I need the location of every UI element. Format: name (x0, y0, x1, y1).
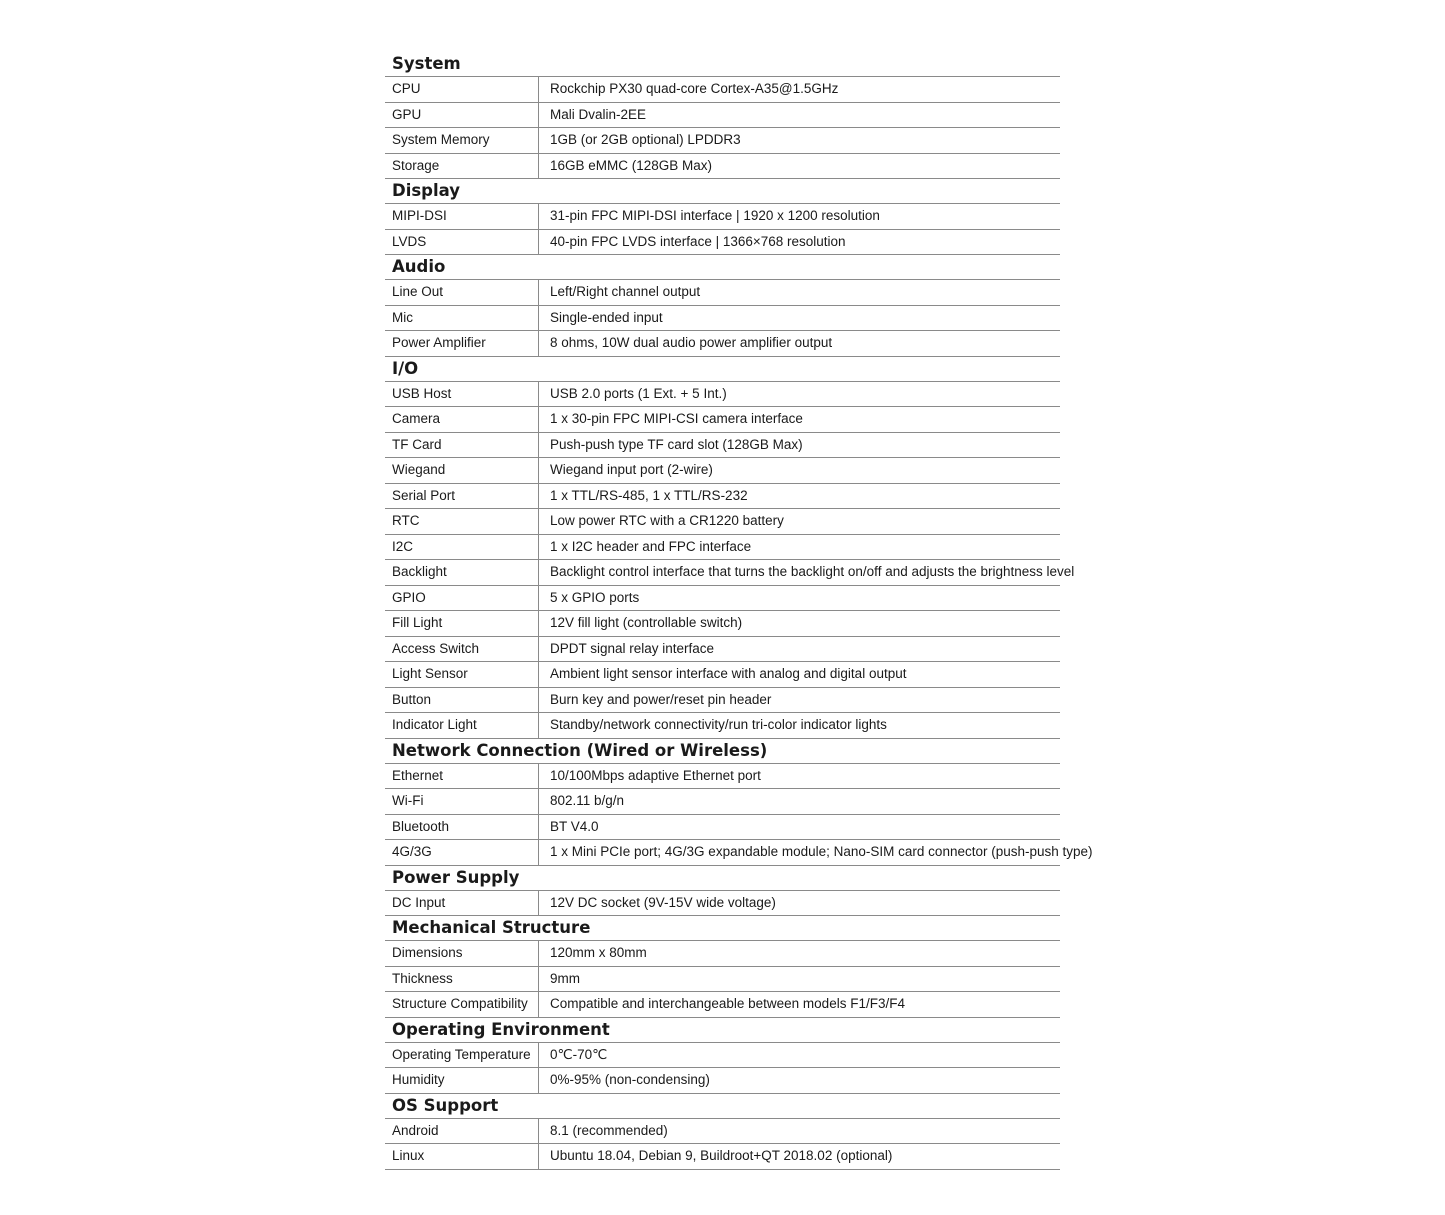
spec-value: 0℃-70℃ (550, 1046, 608, 1062)
spec-label: Button (385, 688, 539, 713)
spec-label: Power Amplifier (385, 331, 539, 356)
spec-label: DC Input (385, 891, 539, 916)
spec-row (385, 967, 1060, 993)
spec-label: Ethernet (385, 764, 539, 789)
spec-value: 1 x TTL/RS-485, 1 x TTL/RS-232 (550, 487, 748, 503)
spec-row (385, 331, 1060, 357)
spec-row (385, 1068, 1060, 1094)
spec-value: Backlight control interface that turns the backlight on/off and adjusts the brightness level (550, 564, 1075, 579)
spec-row (385, 433, 1060, 459)
spec-label: GPU (385, 103, 539, 128)
spec-label: Backlight (385, 560, 539, 585)
spec-row (385, 713, 1060, 739)
section-title: Power Supply (385, 866, 1060, 891)
section-title: System (385, 52, 1060, 77)
spec-value: Compatible and interchangeable between models F1/F3/F4 (550, 996, 905, 1011)
spec-label: Android (385, 1119, 539, 1144)
spec-row (385, 306, 1060, 332)
section-title: I/O (385, 357, 1060, 382)
spec-row (385, 204, 1060, 230)
spec-label: Humidity (385, 1068, 539, 1093)
spec-label: GPIO (385, 586, 539, 611)
spec-value: Rockchip PX30 quad-core Cortex-A35@1.5GHz (550, 81, 839, 96)
spec-label: CPU (385, 77, 539, 102)
spec-row (385, 992, 1060, 1018)
spec-label: Linux (385, 1144, 539, 1169)
spec-value: Burn key and power/reset pin header (550, 691, 772, 707)
spec-label: USB Host (385, 382, 539, 407)
spec-row (385, 560, 1075, 586)
spec-value: BT V4.0 (550, 818, 599, 834)
spec-row (385, 1144, 1060, 1170)
spec-row (385, 103, 1060, 129)
spec-value: 9mm (550, 970, 580, 986)
spec-label: Wiegand (385, 458, 539, 483)
spec-value: 10/100Mbps adaptive Ethernet port (550, 767, 761, 783)
spec-value: Ubuntu 18.04, Debian 9, Buildroot+QT 2018.02 (optional) (550, 1148, 893, 1163)
spec-value: USB 2.0 ports (1 Ext. + 5 Int.) (550, 385, 727, 401)
spec-value: Push-push type TF card slot (128GB Max) (550, 436, 803, 452)
spec-value: 0%-95% (non-condensing) (550, 1072, 710, 1087)
spec-label: Dimensions (385, 941, 539, 966)
section-title: Display (385, 179, 1060, 204)
spec-value: 120mm x 80mm (550, 945, 647, 960)
spec-label: Storage (385, 154, 539, 179)
spec-row (385, 1119, 1060, 1145)
spec-table (385, 52, 1093, 1170)
spec-row (385, 611, 1060, 637)
spec-value: Mali Dvalin-2EE (550, 106, 647, 122)
spec-row (385, 815, 1060, 841)
spec-value: Ambient light sensor interface with analog and digital output (550, 666, 907, 681)
spec-row (385, 662, 1060, 688)
spec-value: 16GB eMMC (128GB Max) (550, 157, 713, 173)
spec-label: Serial Port (385, 484, 539, 509)
spec-value: 8.1 (recommended) (550, 1122, 668, 1138)
spec-value: 40-pin FPC LVDS interface | 1366×768 resolution (550, 233, 846, 249)
spec-row (385, 1043, 1060, 1069)
spec-value: 1 x Mini PCIe port; 4G/3G expandable module; Nano-SIM card connector (push-push type) (550, 844, 1093, 859)
spec-label: Access Switch (385, 637, 539, 662)
spec-label: Mic (385, 306, 539, 331)
spec-row (385, 128, 1060, 154)
spec-label: LVDS (385, 230, 539, 255)
spec-label: 4G/3G (385, 840, 539, 865)
spec-value: 802.11 b/g/n (550, 793, 625, 808)
spec-label: Thickness (385, 967, 539, 992)
spec-row (385, 637, 1060, 663)
spec-value: 5 x GPIO ports (550, 589, 640, 605)
spec-value: 1 x I2C header and FPC interface (550, 538, 752, 554)
spec-label: Indicator Light (385, 713, 539, 738)
section-title: Operating Environment (385, 1018, 1060, 1043)
spec-label: I2C (385, 535, 539, 560)
spec-label: Operating Temperature (385, 1043, 539, 1068)
spec-label: Light Sensor (385, 662, 539, 687)
spec-row (385, 484, 1060, 510)
spec-label: Camera (385, 407, 539, 432)
spec-value: DPDT signal relay interface (550, 640, 715, 656)
spec-value: Standby/network connectivity/run tri-color indicator lights (550, 717, 887, 732)
spec-value: Single-ended input (550, 309, 663, 325)
spec-value: 12V fill light (controllable switch) (550, 615, 743, 630)
spec-row (385, 382, 1060, 408)
spec-value: Wiegand input port (2-wire) (550, 462, 713, 477)
spec-value: Left/Right channel output (550, 284, 701, 299)
spec-label: RTC (385, 509, 539, 534)
spec-label: Structure Compatibility (385, 992, 539, 1017)
section-title: Network Connection (Wired or Wireless) (385, 739, 1060, 764)
spec-value: 12V DC socket (9V-15V wide voltage) (550, 894, 776, 910)
spec-value: 1GB (or 2GB optional) LPDDR3 (550, 132, 741, 147)
spec-row (385, 509, 1060, 535)
spec-label: Wi-Fi (385, 789, 539, 814)
spec-row (385, 77, 1060, 103)
spec-row (385, 535, 1060, 561)
spec-label: Fill Light (385, 611, 539, 636)
spec-row (385, 941, 1060, 967)
spec-label: System Memory (385, 128, 539, 153)
spec-row (385, 891, 1060, 917)
spec-row (385, 688, 1060, 714)
section-title: OS Support (385, 1094, 1060, 1119)
spec-row (385, 840, 1093, 866)
spec-label: Line Out (385, 280, 539, 305)
section-title: Audio (385, 255, 1060, 280)
spec-label: MIPI-DSI (385, 204, 539, 229)
spec-row (385, 280, 1060, 306)
spec-value: 1 x 30-pin FPC MIPI-CSI camera interface (550, 411, 803, 426)
spec-row (385, 230, 1060, 256)
spec-row (385, 154, 1060, 180)
spec-row (385, 407, 1060, 433)
spec-value: 8 ohms, 10W dual audio power amplifier output (550, 335, 833, 350)
spec-row (385, 458, 1060, 484)
spec-label: TF Card (385, 433, 539, 458)
spec-row (385, 789, 1060, 815)
spec-row (385, 586, 1060, 612)
spec-label: Bluetooth (385, 815, 539, 840)
section-title: Mechanical Structure (385, 916, 1060, 941)
spec-row (385, 764, 1060, 790)
spec-value: Low power RTC with a CR1220 battery (550, 513, 784, 528)
spec-value: 31-pin FPC MIPI-DSI interface | 1920 x 1200 resolution (550, 208, 880, 223)
